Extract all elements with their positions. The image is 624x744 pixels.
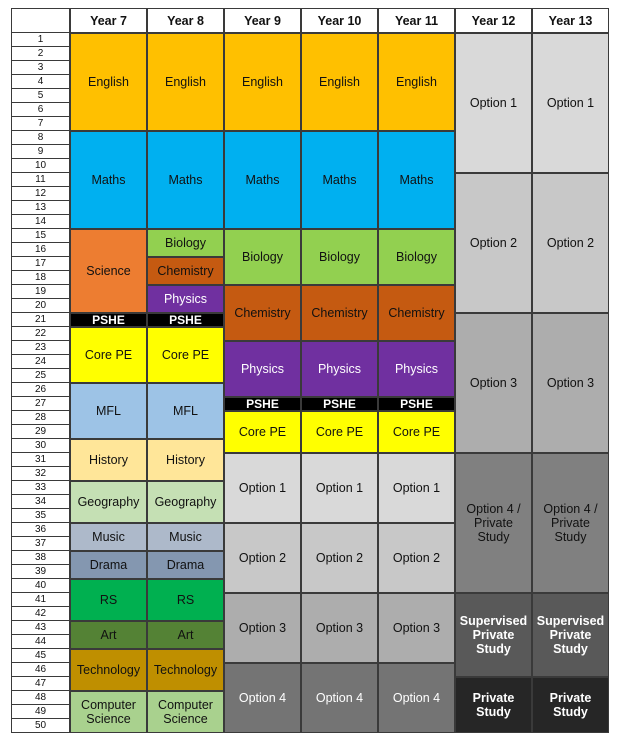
period-number: 30	[11, 439, 70, 453]
period-number: 48	[11, 691, 70, 705]
subject-block: Physics	[147, 285, 224, 313]
subject-block: Biology	[147, 229, 224, 257]
period-number: 2	[11, 47, 70, 61]
subject-block: Option 4 / Private Study	[455, 453, 532, 593]
subject-block: Chemistry	[378, 285, 455, 341]
period-number: 3	[11, 61, 70, 75]
period-number: 15	[11, 229, 70, 243]
subject-block: Option 1	[301, 453, 378, 523]
subject-block: PSHE	[147, 313, 224, 327]
period-number: 40	[11, 579, 70, 593]
subject-block: Geography	[70, 481, 147, 523]
subject-block: History	[147, 439, 224, 481]
year-header: Year 7	[70, 8, 147, 33]
subject-block: Option 2	[532, 173, 609, 313]
period-number: 37	[11, 537, 70, 551]
period-number: 39	[11, 565, 70, 579]
period-number: 5	[11, 89, 70, 103]
period-number: 18	[11, 271, 70, 285]
period-number: 1	[11, 33, 70, 47]
subject-block: Biology	[378, 229, 455, 285]
subject-block: PSHE	[378, 397, 455, 411]
year-header: Year 10	[301, 8, 378, 33]
year-header: Year 11	[378, 8, 455, 33]
subject-block: Option 3	[224, 593, 301, 663]
period-number: 21	[11, 313, 70, 327]
period-number: 17	[11, 257, 70, 271]
period-number: 4	[11, 75, 70, 89]
period-number: 42	[11, 607, 70, 621]
subject-block: English	[224, 33, 301, 131]
subject-block: Music	[70, 523, 147, 551]
period-number: 14	[11, 215, 70, 229]
period-number: 12	[11, 187, 70, 201]
year-header: Year 8	[147, 8, 224, 33]
subject-block: Technology	[147, 649, 224, 691]
subject-block: RS	[70, 579, 147, 621]
subject-block: PSHE	[301, 397, 378, 411]
subject-block: Option 2	[455, 173, 532, 313]
subject-block: Maths	[224, 131, 301, 229]
period-number: 11	[11, 173, 70, 187]
subject-block: Option 1	[378, 453, 455, 523]
subject-block: Option 2	[378, 523, 455, 593]
subject-block: English	[301, 33, 378, 131]
period-number: 28	[11, 411, 70, 425]
subject-block: Option 4	[301, 663, 378, 733]
subject-block: RS	[147, 579, 224, 621]
subject-block: Option 3	[378, 593, 455, 663]
subject-block: Core PE	[147, 327, 224, 383]
period-number: 26	[11, 383, 70, 397]
period-number: 43	[11, 621, 70, 635]
subject-block: Technology	[70, 649, 147, 691]
subject-block: Option 3	[301, 593, 378, 663]
period-number: 24	[11, 355, 70, 369]
subject-block: English	[147, 33, 224, 131]
subject-block: Physics	[224, 341, 301, 397]
subject-block: Computer Science	[147, 691, 224, 733]
subject-block: Option 2	[224, 523, 301, 593]
subject-block: Core PE	[70, 327, 147, 383]
year-header: Year 9	[224, 8, 301, 33]
subject-block: Option 1	[532, 33, 609, 173]
subject-block: Drama	[70, 551, 147, 579]
period-number: 29	[11, 425, 70, 439]
subject-block: History	[70, 439, 147, 481]
subject-block: Science	[70, 229, 147, 313]
subject-block: English	[70, 33, 147, 131]
subject-block: Art	[70, 621, 147, 649]
period-number: 7	[11, 117, 70, 131]
period-number: 13	[11, 201, 70, 215]
period-number: 8	[11, 131, 70, 145]
subject-block: Core PE	[378, 411, 455, 453]
subject-block: PSHE	[224, 397, 301, 411]
period-number: 6	[11, 103, 70, 117]
subject-block: Supervised Private Study	[455, 593, 532, 677]
subject-block: Maths	[70, 131, 147, 229]
subject-block: Private Study	[532, 677, 609, 733]
period-number: 36	[11, 523, 70, 537]
period-number: 9	[11, 145, 70, 159]
subject-block: Supervised Private Study	[532, 593, 609, 677]
subject-block: Option 4 / Private Study	[532, 453, 609, 593]
subject-block: Biology	[301, 229, 378, 285]
subject-block: Maths	[301, 131, 378, 229]
subject-block: MFL	[70, 383, 147, 439]
period-number: 16	[11, 243, 70, 257]
subject-block: Core PE	[224, 411, 301, 453]
subject-block: Geography	[147, 481, 224, 523]
period-number: 19	[11, 285, 70, 299]
corner-cell	[11, 8, 70, 33]
subject-block: Drama	[147, 551, 224, 579]
period-number: 27	[11, 397, 70, 411]
subject-block: Music	[147, 523, 224, 551]
subject-block: Option 3	[532, 313, 609, 453]
year-header: Year 12	[455, 8, 532, 33]
subject-block: Option 4	[378, 663, 455, 733]
subject-block: Physics	[378, 341, 455, 397]
period-number: 20	[11, 299, 70, 313]
subject-block: Physics	[301, 341, 378, 397]
period-number: 31	[11, 453, 70, 467]
subject-block: Option 1	[455, 33, 532, 173]
subject-block: Maths	[378, 131, 455, 229]
subject-block: Chemistry	[224, 285, 301, 341]
period-number: 50	[11, 719, 70, 733]
period-number: 22	[11, 327, 70, 341]
period-number: 35	[11, 509, 70, 523]
subject-block: PSHE	[70, 313, 147, 327]
period-number: 41	[11, 593, 70, 607]
period-number: 25	[11, 369, 70, 383]
period-number: 10	[11, 159, 70, 173]
subject-block: Chemistry	[147, 257, 224, 285]
subject-block: Option 4	[224, 663, 301, 733]
subject-block: Art	[147, 621, 224, 649]
subject-block: Biology	[224, 229, 301, 285]
subject-block: Option 2	[301, 523, 378, 593]
subject-block: Private Study	[455, 677, 532, 733]
year-header: Year 13	[532, 8, 609, 33]
period-number: 46	[11, 663, 70, 677]
subject-block: Option 1	[224, 453, 301, 523]
period-number: 34	[11, 495, 70, 509]
period-number: 23	[11, 341, 70, 355]
subject-block: Chemistry	[301, 285, 378, 341]
period-number: 38	[11, 551, 70, 565]
period-number: 44	[11, 635, 70, 649]
period-number: 32	[11, 467, 70, 481]
period-number: 47	[11, 677, 70, 691]
subject-block: Computer Science	[70, 691, 147, 733]
subject-block: Core PE	[301, 411, 378, 453]
subject-block: English	[378, 33, 455, 131]
period-number: 33	[11, 481, 70, 495]
period-number: 49	[11, 705, 70, 719]
period-number: 45	[11, 649, 70, 663]
subject-block: Option 3	[455, 313, 532, 453]
subject-block: Maths	[147, 131, 224, 229]
subject-block: MFL	[147, 383, 224, 439]
